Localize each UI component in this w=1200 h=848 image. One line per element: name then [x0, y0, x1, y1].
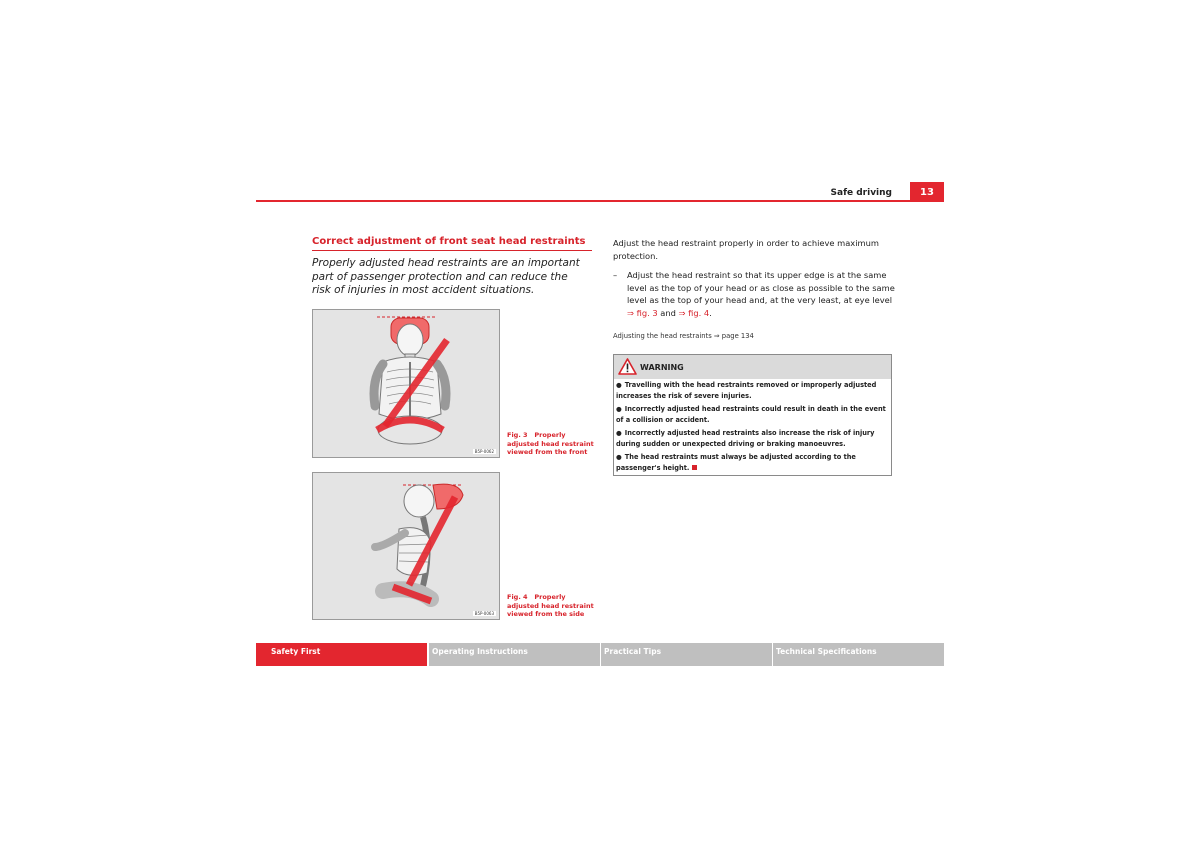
warning-item: ● Incorrectly adjusted head restraints also increase the risk of injury during sudden or unexpected driving or braking manoeuvres. [616, 429, 875, 448]
figure-4-text: Properly adjusted head restraint viewed from the side [507, 593, 594, 619]
warning-box [613, 354, 892, 476]
intro-paragraph: Properly adjusted head restraints are an important part of passenger protection and can reduce the risk of injuries in most accident situations. [312, 257, 580, 296]
tab-technical-specifications[interactable]: Technical Specifications [773, 643, 944, 666]
warning-item: ● Incorrectly adjusted head restraints could result in death in the event of a collision or accident. [616, 405, 886, 424]
step-dash: – [613, 270, 618, 280]
figure-4-code: B5P-0063 [474, 611, 494, 616]
fig4-link[interactable]: ⇒ fig. 4 [678, 307, 710, 318]
warning-title: WARNING [640, 363, 684, 372]
figure-4-number: Fig. 4 [507, 593, 528, 601]
warning-list [616, 380, 888, 476]
fig3-link[interactable]: ⇒ fig. 3 [627, 307, 658, 318]
tab-operating-instructions[interactable]: Operating Instructions [429, 643, 600, 666]
figure-3-caption [507, 431, 597, 457]
section-title: Correct adjustment of front seat head restraints [312, 236, 592, 251]
adjust-paragraph: Adjust the head restraint properly in order to achieve maximum protection. [613, 238, 879, 261]
figure-3-code: B5P-0062 [474, 449, 494, 454]
cross-reference: Adjusting the head restraints ⇒ page 134 [613, 332, 754, 340]
figure-3-front-view [312, 309, 500, 458]
header-rule [256, 200, 944, 202]
warning-item: ● Travelling with the head restraints removed or improperly adjusted increases the risk of severe injuries. [616, 381, 877, 400]
adjust-step [613, 269, 895, 319]
figure-3-text: Properly adjusted head restraint viewed from the front [507, 431, 594, 457]
figure-4-side-view [312, 472, 500, 620]
front-view-illustration [313, 310, 499, 457]
tab-safety-first[interactable]: Safety First [256, 643, 427, 666]
warning-item: ● The head restraints must always be adjusted according to the passenger's height. [616, 453, 856, 472]
warning-triangle-icon [618, 358, 637, 375]
warning-header [614, 355, 891, 379]
side-view-illustration [313, 473, 499, 619]
step-and: and [657, 307, 679, 318]
running-header-title: Safe driving [830, 188, 892, 198]
step-end: . [709, 307, 712, 318]
step-text: Adjust the head restraint so that its upper edge is at the same level as the top of your head or as close as possible to the same level as the top of your head and, at the very least, at eye level [627, 270, 895, 305]
figure-3-number: Fig. 3 [507, 431, 528, 439]
tab-practical-tips[interactable]: Practical Tips [601, 643, 772, 666]
figure-4-caption [507, 593, 597, 619]
end-marker [692, 465, 697, 470]
page-number-badge: 13 [910, 182, 944, 201]
